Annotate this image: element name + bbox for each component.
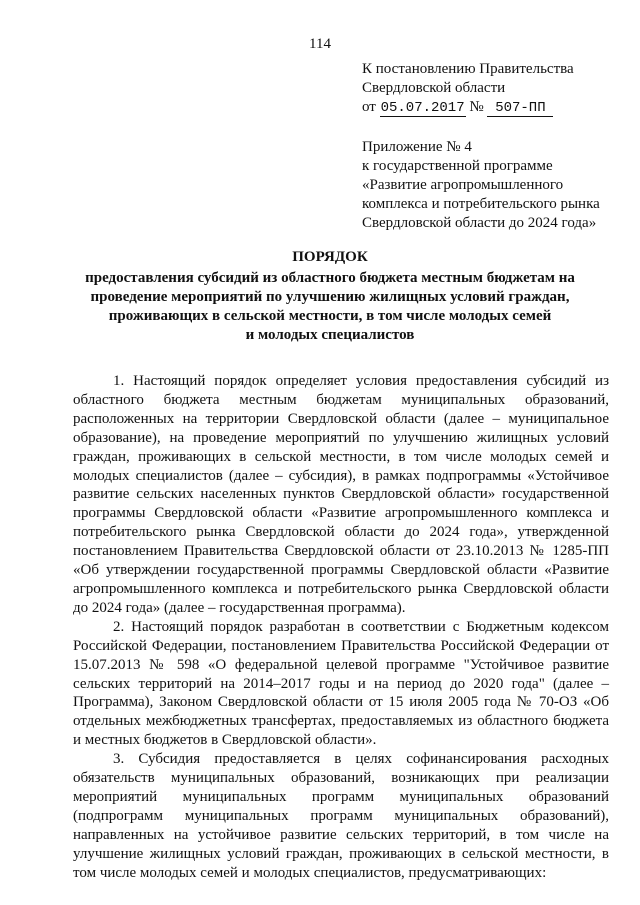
appendix-line-4: комплекса и потребительского рынка [362, 196, 600, 212]
document-body [73, 372, 609, 882]
paragraph-2: 2. Настоящий порядок разработан в соответствии с Бюджетным кодексом Российской Федерации, постановлением Правительства Российской Федерации от 15.07.2013 № 598 «О федеральной целевой программе "Устойчивое развитие сельских территорий на 2014–2017 годы и на период до 2020 года" (далее – Программа), Законом Свердловской области от 15 июля 2005 года № 70-ОЗ «Об отдельных межбюджетных трансфертах, предоставляемых из областного бюджета и местных бюджетов в Свердловской области». [73, 618, 609, 749]
resolution-number: 507-ПП [487, 101, 553, 117]
page-number: 114 [309, 36, 331, 52]
resolution-date-line [362, 98, 622, 117]
appendix-line-3: «Развитие агропромышленного [362, 177, 564, 193]
resolution-line-2: Свердловской области [362, 80, 506, 96]
resolution-reference [362, 60, 622, 117]
paragraph-3: 3. Субсидия предоставляется в целях софинансирования расходных обязательств муниципальных образований, возникающих при реализации мероприятий муниципальных программ муниципальных образований (подпрограмм муниципальных программ муниципальных образований), направленных на устойчивое развитие сельских территорий, в том числе на улучшение жилищных условий граждан, проживающих в сельской местности, в том числе молодых семей и молодых специалистов, предусматривающих: [73, 751, 609, 881]
title-line-3: проживающих в сельской местности, в том числе молодых семей [108, 308, 552, 324]
resolution-line-1: К постановлению Правительства [362, 61, 574, 77]
appendix-reference [362, 138, 622, 233]
resolution-date: 05.07.2017 [380, 100, 465, 116]
appendix-line-5: Свердловской области до 2024 года» [362, 215, 597, 231]
title-line-2: проведение мероприятий по улучшению жилищных условий граждан, [90, 289, 570, 305]
title-line-1: предоставления субсидий из областного бюджета местным бюджетам на [85, 270, 575, 286]
appendix-line-1: Приложение № 4 [362, 139, 472, 155]
appendix-line-2: к государственной программе [362, 158, 553, 174]
title-main: ПОРЯДОК [292, 249, 368, 265]
from-label: от [362, 99, 376, 115]
title-line-4: и молодых специалистов [245, 327, 415, 343]
document-title [60, 248, 600, 345]
paragraph-1: 1. Настоящий порядок определяет условия предоставления субсидий из областного бюджета местным бюджетам муниципальных образований, расположенных на территории Свердловской области (далее – муниципальное образование), на проведение мероприятий по улучшению жилищных условий граждан, проживающих в сельской местности, в том числе молодых семей и молодых специалистов (далее – субсидия), в рамках подпрограммы «Устойчивое развитие сельских населенных пунктов Свердловской области» государственной программы Свердловской области «Развитие агропромышленного комплекса и потребительского рынка Свердловской области до 2024 года», утвержденной постановлением Правительства Свердловской области от 23.10.2013 № 1285-ПП «Об утверждении государственной программы Свердловской области «Развитие агропромышленного комплекса и потребительского рынка Свердловской области до 2024 года» (далее – государственная программа). [73, 373, 609, 616]
number-label: № [469, 99, 484, 115]
